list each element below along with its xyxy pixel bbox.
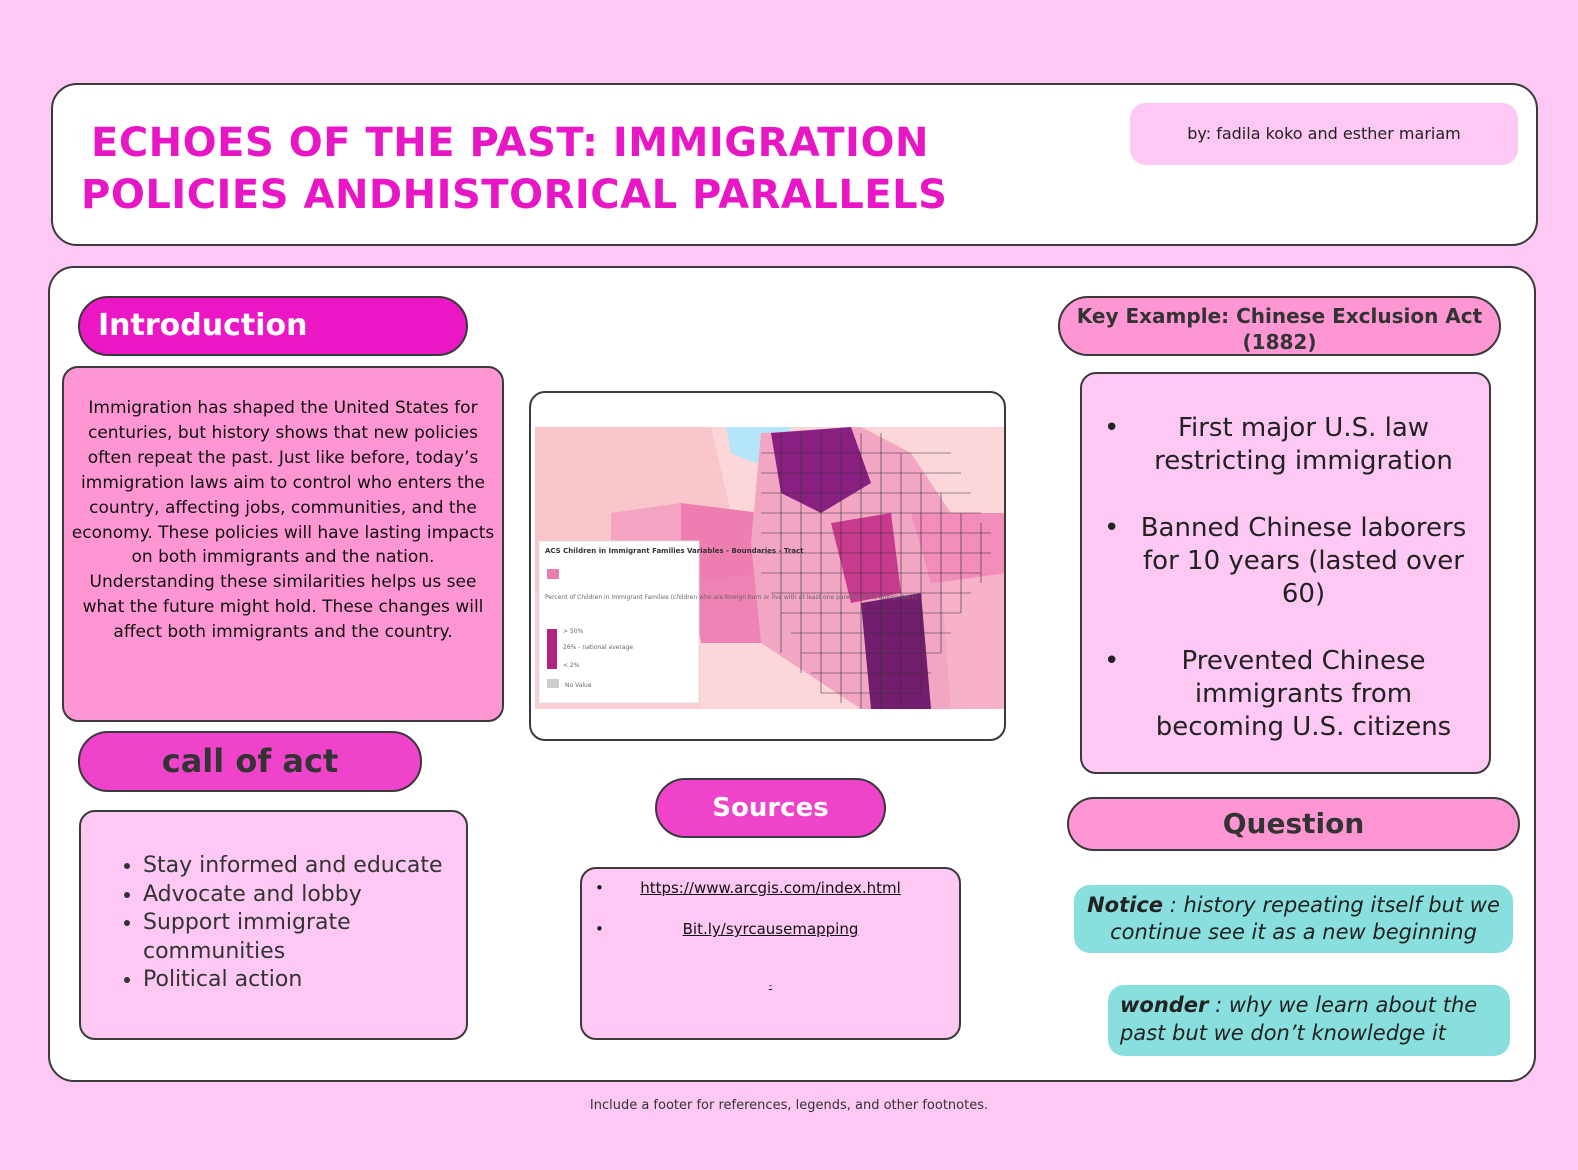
- immigrant-children-map: [531, 393, 1006, 741]
- notice-text: : history repeating itself but we continue see it as a new beginning: [1110, 893, 1500, 944]
- source-link-bitly[interactable]: Bit.ly/syrcausemapping: [682, 920, 859, 938]
- legend-item: < 2%: [563, 662, 580, 669]
- key-example-heading: Key Example: Chinese Exclusion Act (1882): [1058, 296, 1501, 356]
- sources-list: • https://www.arcgis.com/index.html • Bit.ly/syrcausemapping -: [580, 867, 961, 1040]
- byline: by: fadila koko and esther mariam: [1130, 103, 1518, 165]
- poster-title: [81, 117, 981, 221]
- legend-item: > 50%: [563, 628, 584, 635]
- wonder-label: wonder: [1120, 993, 1209, 1017]
- call-of-act-list: [79, 810, 468, 1040]
- map-legend: [539, 541, 699, 703]
- legend-swatch: [547, 679, 559, 688]
- list-item: • Stay informed and educate: [143, 852, 456, 881]
- map-region: [861, 593, 931, 709]
- title-line-2: POLICIES ANDHISTORICAL PARALLELS: [81, 172, 948, 218]
- title-line-1: ECHOES OF THE PAST: IMMIGRATION: [91, 120, 929, 166]
- key-example-list: • First major U.S. law restricting immigration • Banned Chinese laborers for 10 years (lasted over 60) • Prevented Chinese immigrants from becoming U.S. citizens: [1080, 372, 1491, 774]
- wonder-note: [1108, 985, 1510, 1056]
- source-link-arcgis[interactable]: https://www.arcgis.com/index.html: [640, 879, 901, 897]
- legend-item: No Value: [565, 682, 592, 689]
- introduction-body: Immigration has shaped the United States for centuries, but history shows that new policies often repeat the past. Just like before, today’s immigration laws aim to control who enters the country, affecting jobs, communities, and the economy. These policies will have lasting impacts on both immigrants and the nation. Understanding these similarities helps us see what the future might hold. These changes will affect both immigrants and the country.: [62, 366, 504, 722]
- source-link-empty[interactable]: -: [768, 981, 773, 991]
- question-heading: Question: [1067, 797, 1520, 851]
- sources-heading: Sources: [655, 778, 886, 838]
- list-item: • Advocate and lobby: [143, 881, 456, 910]
- list-item: • Support immigrate communities: [143, 909, 456, 966]
- footer-note: Include a footer for references, legends, and other footnotes.: [589, 1098, 989, 1113]
- call-of-act-heading: call of act: [78, 731, 422, 792]
- introduction-heading: Introduction: [78, 296, 468, 356]
- legend-ramp: [547, 629, 557, 669]
- legend-title: ACS Children in Immigrant Families Variables - Boundaries - Tract: [545, 547, 804, 555]
- list-item: • Political action: [143, 966, 456, 995]
- notice-label: Notice: [1087, 893, 1164, 917]
- legend-item: 26% - national average: [563, 644, 634, 651]
- legend-swatch: [547, 569, 559, 579]
- header-card: [51, 83, 1538, 246]
- notice-note: [1074, 885, 1513, 953]
- map-region: [941, 573, 1006, 709]
- map-figure: [529, 391, 1006, 741]
- legend-subtitle: Percent of Children in Immigrant Families (children who are foreign born or live with at least one parent who is foreign born): [545, 594, 918, 601]
- wonder-text: : why we learn about the past but we don’t knowledge it: [1120, 993, 1478, 1045]
